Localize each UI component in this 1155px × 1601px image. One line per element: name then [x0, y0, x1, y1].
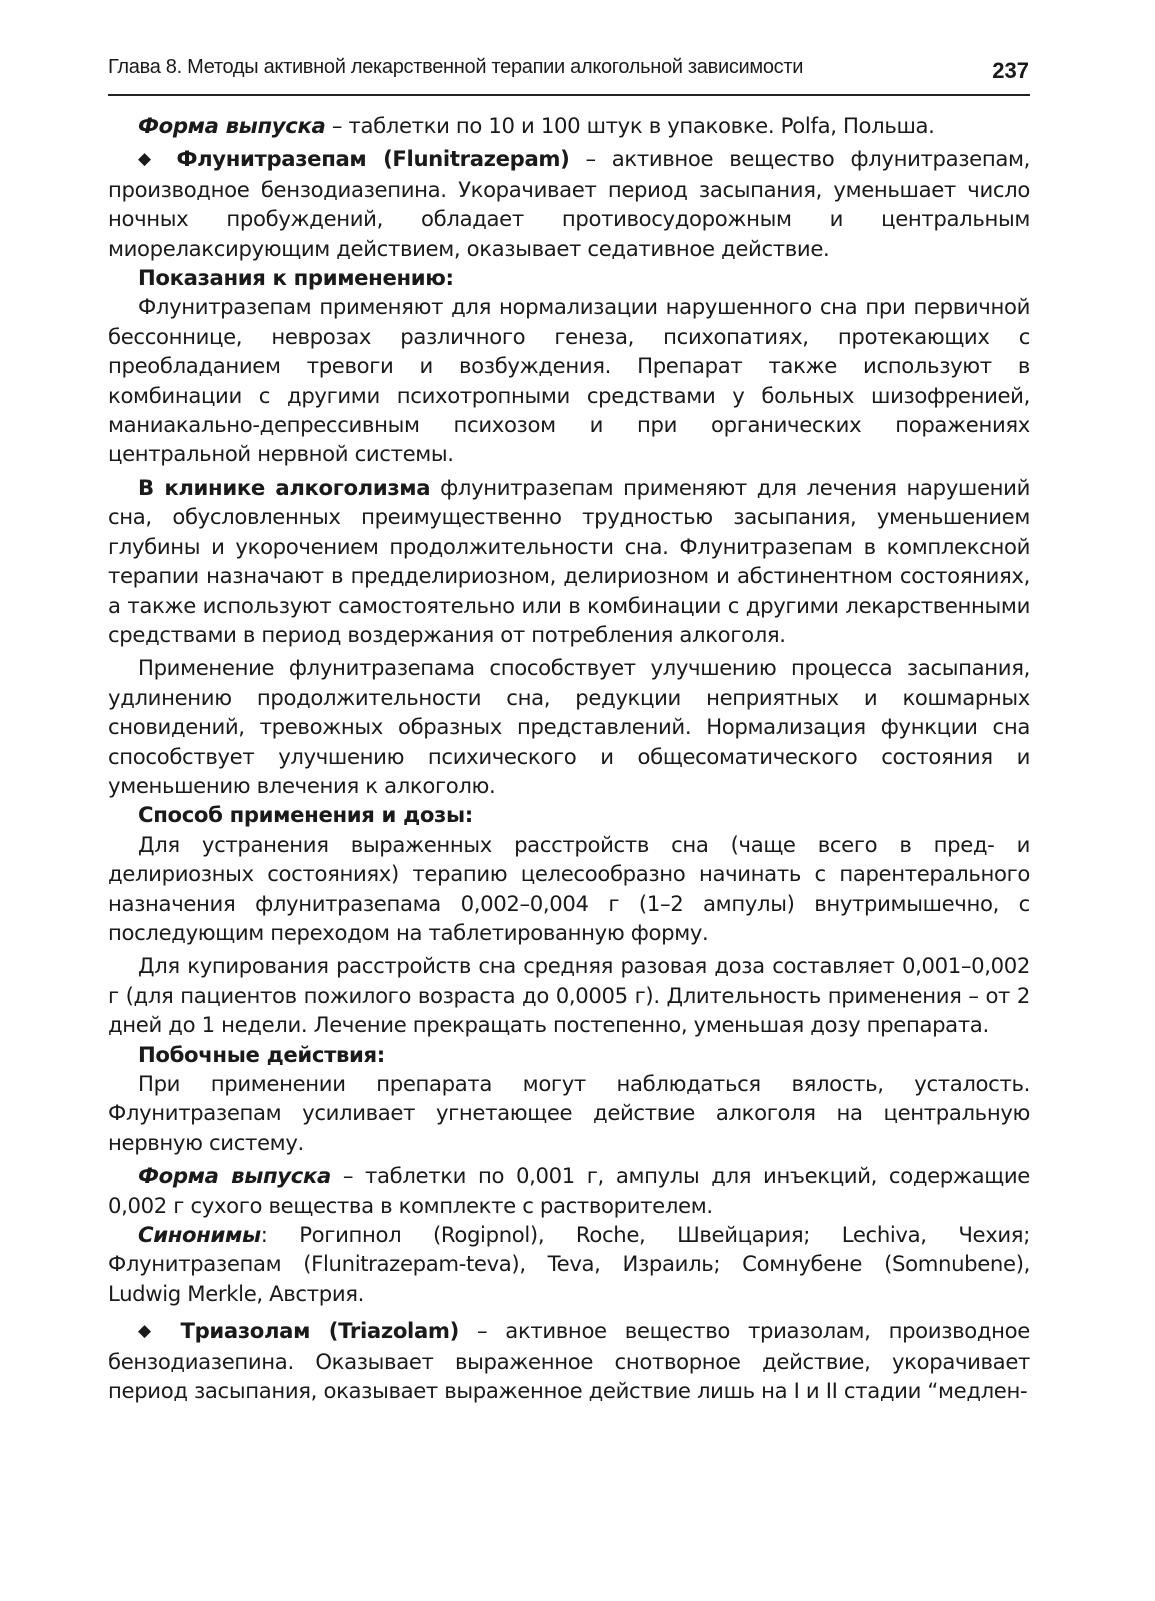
page-number: 237 — [992, 58, 1029, 83]
dosage-paragraph-1: Для устранения выраженных расстройств сна (чаще всего в пред- и делириозных состояниях) терапию целесообразно начинать с парентерального назначения флунитразепама 0,002–0,004 г (1–2 ампулы) внутримышечно, с последующим переходом на таблетированную форму. — [108, 831, 1030, 945]
header-divider — [108, 94, 1030, 96]
chapter-title: Глава 8. Методы активной лекарственной терапии алкогольной зависимости — [108, 56, 804, 78]
effect-paragraph: Применение флунитразепама способствует улучшению процесса засыпания, удлинению продолжительности сна, редукции неприятных и кошмарных сновидений, тревожных образных представлений. Нормализация функции сна способствует улучшению психического и общесоматического состояния и уменьшению влечения к алкоголю. — [108, 655, 1030, 798]
clinic-paragraph — [108, 473, 1030, 649]
drug-name: Триазолам (Triazolam) — [180, 1318, 459, 1344]
drug-entry-flunitrazepam — [108, 144, 1030, 263]
clinic-text: флунитразепам применяют для лечения нарушений сна, обусловленных преимущественно трудностью засыпания, уменьшением глубины и укорочением продолжительности сна. Флунитразепам в комплексной терапии назначают в предделириозном, делириозном и абстинентном состояниях, а также используют самостоятельно или в комбинации с другими лекарственными средствами в период воздержания от потребления алкоголя. — [108, 474, 1030, 647]
diamond-bullet-icon: ◆ — [138, 1321, 163, 1342]
page-body — [108, 111, 1030, 1405]
release-form-text: – таблетки по 0,001 г, ампулы для инъекций, содержащие 0,002 г сухого вещества в комплекте с растворителем. — [108, 1163, 1030, 1218]
drug-intro: – активное вещество триазолам, производное бензодиазепина. Оказывает выраженное снотворное действие, укорачивает период засыпания, оказывает выраженное действие лишь на I и II стадии “медлен- — [108, 1318, 1030, 1404]
release-form-label: Форма выпуска — [138, 113, 326, 138]
drug-name: Флунитразепам (Flunitrazepam) — [176, 146, 570, 172]
drug-intro: – активное вещество флунитразепам, производное бензодиазепина. Укорачивает период засыпания, уменьшает число ночных пробуждений, обладает противосудорожным и центральным миорелаксирующим действием, оказывает седативное действие. — [108, 146, 1031, 261]
dosage-paragraph-2: Для купирования расстройств сна средняя разовая доза составляет 0,001–0,002 г (для пациентов пожилого возраста до 0,0005 г). Длительность применения – от 2 дней до 1 недели. Лечение прекращать постепенно, уменьшая дозу препарата. — [108, 953, 1030, 1038]
section-heading-indications: Показания к применению: — [138, 265, 454, 291]
indications-paragraph: Флунитразепам применяют для нормализации нарушенного сна при первичной бессоннице, неврозах различного генеза, психопатиях, протекающих с преобладанием тревоги и возбуждения. Препарат также используют в комбинации с другими психотропными средствами у больных шизофренией, маниакально-депрессивным психозом и при органических поражениях центральной нервной системы. — [108, 294, 1030, 467]
release-form-paragraph-2 — [108, 1161, 1030, 1220]
section-heading-dosage: Способ применения и дозы: — [138, 802, 473, 828]
release-form-text: – таблетки по 10 и 100 штук в упаковке. Polfa, Польша. — [325, 113, 935, 138]
clinic-lead: В клинике алкоголизма — [138, 474, 431, 500]
section-heading-side-effects: Побочные действия: — [138, 1041, 385, 1067]
release-form-paragraph — [108, 111, 1030, 140]
running-header — [108, 56, 1033, 90]
synonyms-label: Синонимы — [138, 1222, 261, 1248]
synonyms-text: : Рогипнол (Rogipnol), Roche, Швейцария; Lechiva, Чехия; Флунитразепам (Flunitrazepam-teva), Teva, Израиль; Сомнубене (Somnubene), Ludwig Merkle, Австрия. — [108, 1222, 1030, 1306]
release-form-label: Форма выпуска — [138, 1163, 331, 1189]
diamond-bullet-icon: ◆ — [138, 149, 161, 170]
side-effects-paragraph: При применении препарата могут наблюдаться вялость, усталость. Флунитразепам усиливает угнетающее действие алкоголя на центральную нервную систему. — [108, 1071, 1030, 1155]
drug-entry-triazolam — [108, 1316, 1030, 1405]
synonyms-paragraph — [108, 1220, 1030, 1308]
